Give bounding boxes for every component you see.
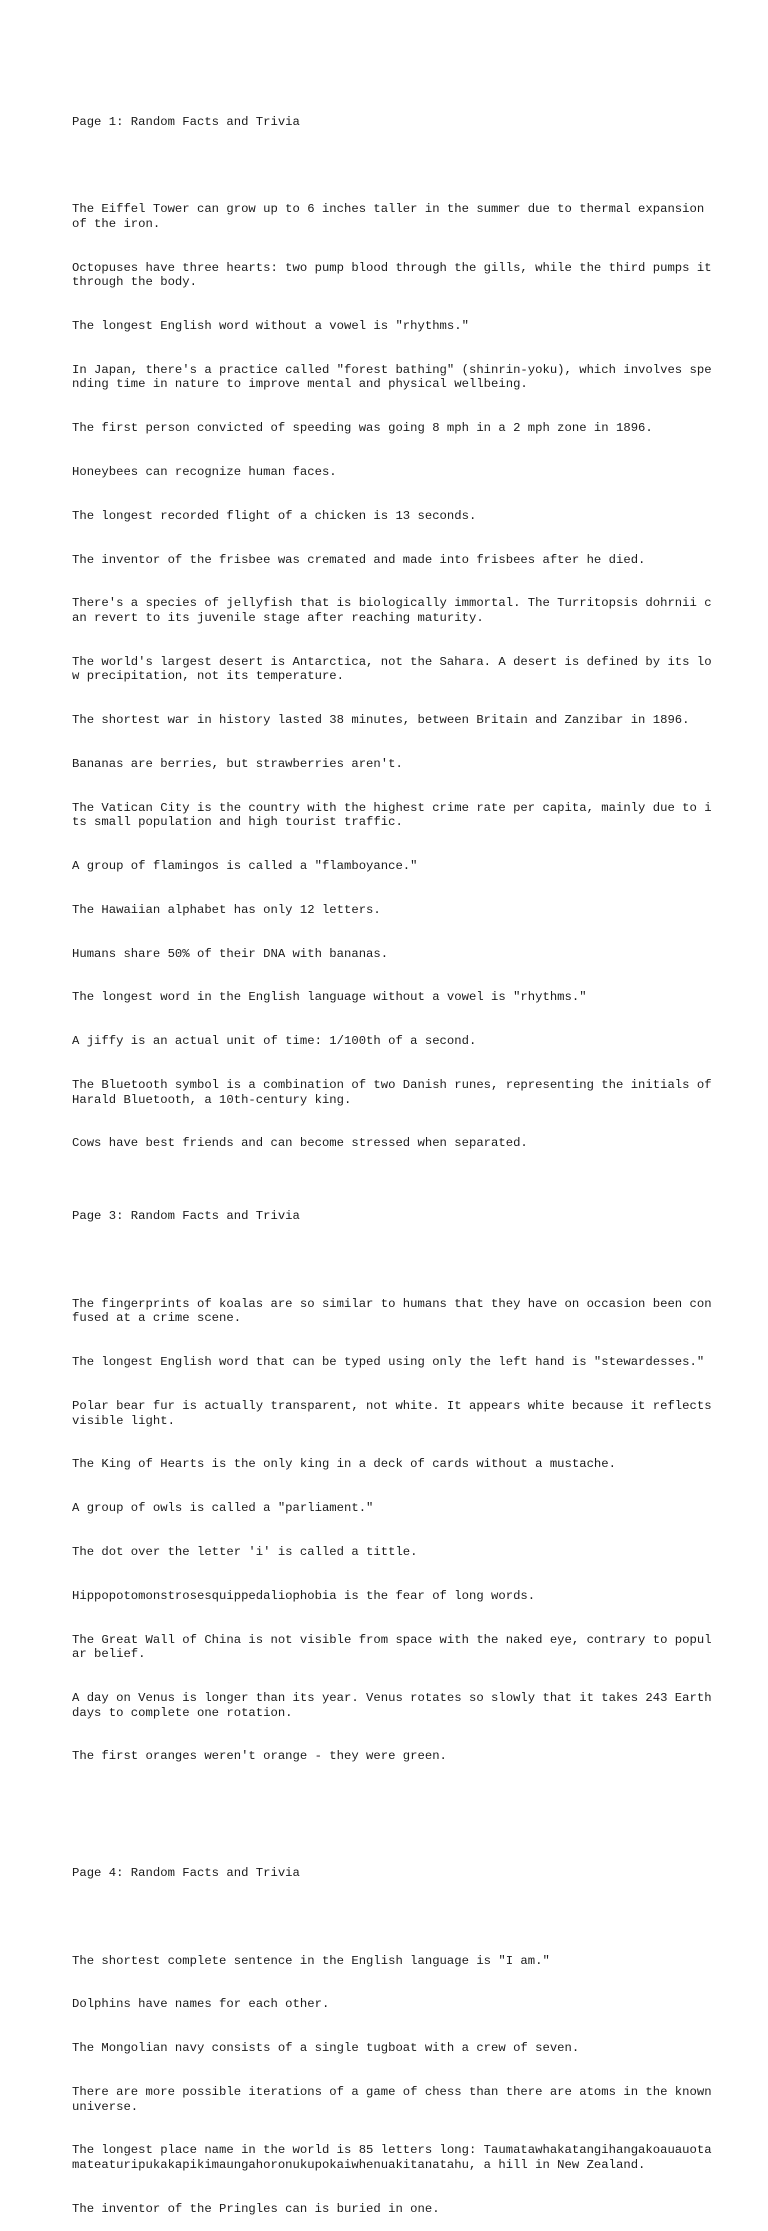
fact-line: The longest English word without a vowel is "rhythms." [72,319,469,334]
fact-line: The longest English word that can be typed using only the left hand is "stewardesses." [72,1355,705,1370]
document-page [72,71,719,2231]
fact-line: The world's largest desert is Antarctica, not the Sahara. A desert is defined by its low precipitation, not its temperature. [72,654,712,684]
fact-line: The fingerprints of koalas are so similar to humans that they have on occasion been confused at a crime scene. [72,1296,712,1326]
fact-line: The Bluetooth symbol is a combination of two Danish runes, representing the initials of Harald Bluetooth, a 10th-century king. [72,1077,719,1107]
fact-line: There are more possible iterations of a game of chess than there are atoms in the known universe. [72,2084,719,2114]
fact-line: A group of owls is called a "parliament." [72,1501,374,1516]
section-heading: Page 3: Random Facts and Trivia [72,1209,300,1224]
fact-line: The inventor of the frisbee was cremated and made into frisbees after he died. [72,552,646,567]
fact-line: Cows have best friends and can become stressed when separated. [72,1136,528,1151]
fact-line: The Eiffel Tower can grow up to 6 inches taller in the summer due to thermal expansion of the iron. [72,202,712,231]
fact-line: The Mongolian navy consists of a single tugboat with a crew of seven. [72,2041,580,2056]
fact-line: Octopuses have three hearts: two pump blood through the gills, while the third pumps it through the body. [72,260,719,290]
fact-line: The longest recorded flight of a chicken is 13 seconds. [72,508,477,523]
fact-line: The Vatican City is the country with the highest crime rate per capita, mainly due to its small population and high tourist traffic. [72,800,712,830]
fact-line: The Hawaiian alphabet has only 12 letters. [72,902,381,917]
section-heading: Page 1: Random Facts and Trivia [72,114,300,129]
fact-line: A jiffy is an actual unit of time: 1/100th of a second. [72,1034,477,1049]
fact-line: The Great Wall of China is not visible from space with the naked eye, contrary to popular belief. [72,1632,712,1662]
fact-line: The dot over the letter 'i' is called a tittle. [72,1544,418,1559]
fact-line: The King of Hearts is the only king in a deck of cards without a mustache. [72,1457,616,1472]
fact-line: The first oranges weren't orange - they were green. [72,1749,447,1764]
fact-line: Hippopotomonstrosesquippedaliophobia is the fear of long words. [72,1588,536,1603]
fact-line: The first person convicted of speeding was going 8 mph in a 2 mph zone in 1896. [72,421,653,436]
fact-line: The longest place name in the world is 85 letters long: Taumatawhakatangihangakoauauotamateaturipukakapikimaungahoronukupokaiwhenuakitanatahu, a hill in New Zealand. [72,2143,712,2172]
blank-line [72,1910,712,1925]
blank-line [72,1253,712,1268]
fact-line: The shortest complete sentence in the English language is "I am." [72,1953,550,1968]
blank-line [72,159,712,174]
fact-line: The longest word in the English language without a vowel is "rhythms." [72,990,587,1005]
fact-line: Honeybees can recognize human faces. [72,465,337,480]
fact-line: A group of flamingos is called a "flamboyance." [72,859,418,874]
fact-line: Dolphins have names for each other. [72,1997,330,2012]
fact-line: A day on Venus is longer than its year. Venus rotates so slowly that it takes 243 Earth days to complete one rotation. [72,1690,719,1720]
fact-line: The shortest war in history lasted 38 minutes, between Britain and Zanzibar in 1896. [72,713,690,728]
section-heading: Page 4: Random Facts and Trivia [72,1866,300,1881]
fact-line: Bananas are berries, but strawberries aren't. [72,756,403,771]
fact-line: Humans share 50% of their DNA with bananas. [72,946,389,961]
fact-line: Polar bear fur is actually transparent, not white. It appears white because it reflects visible light. [72,1399,719,1428]
blank-line [72,1793,712,1808]
fact-line: In Japan, there's a practice called "forest bathing" (shinrin-yoku), which involves spending time in nature to improve mental and physical wellbeing. [72,362,712,392]
fact-line: There's a species of jellyfish that is biologically immortal. The Turritopsis dohrnii can revert to its juvenile stage after reaching maturity. [72,596,712,625]
fact-line: The inventor of the Pringles can is buried in one. [72,2201,440,2216]
